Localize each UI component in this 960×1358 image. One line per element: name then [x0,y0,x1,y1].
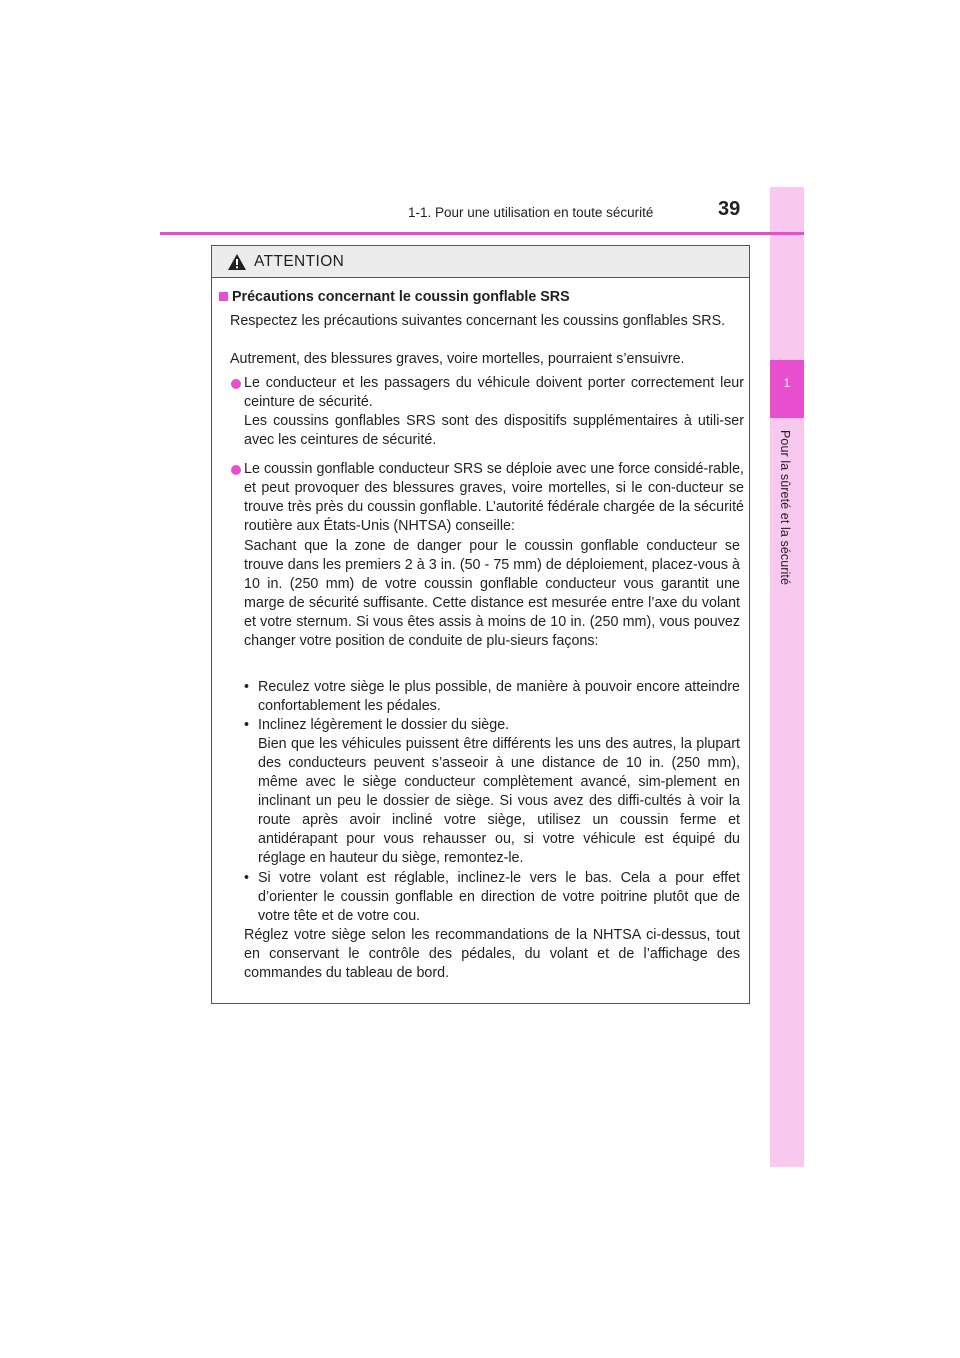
section-title: Précautions concernant le coussin gonflable SRS [232,289,570,305]
point-1-text-2: Les coussins gonflables SRS sont des dispositifs supplémentaires à utili-ser avec les ceintures de sécurité. [244,413,744,448]
section-title-row [219,288,739,307]
warning-triangle-icon [228,254,246,270]
bullet-1: Reculez votre siège le plus possible, de manière à pouvoir encore atteindre confortablement les pédales. [258,679,740,714]
bullet-dot: • [244,679,250,695]
header-rule [160,232,804,235]
section-header: 1-1. Pour une utilisation en toute sécurité [408,205,654,220]
chapter-label: Pour la sûreté et la sécurité [778,430,792,586]
circle-bullet-icon [231,465,241,475]
point-1-text: Le conducteur et les passagers du véhicule doivent porter correctement leur ceinture de sécurité. [244,375,744,410]
intro-text-2: Autrement, des blessures graves, voire mortelles, pourraient s’ensuivre. [230,351,685,367]
chapter-number: 1 [783,376,791,390]
closing-text: Réglez votre siège selon les recommandations de la NHTSA ci-dessus, tout en conservant le contrôle des pédales, du volant et de l’affichage des commandes du tableau de bord. [244,927,740,981]
bullet-2-detail: Bien que les véhicules puissent être différents les uns des autres, la plupart des conducteurs peuvent s’asseoir à une distance de 10 in. (250 mm), même avec le siège conducteur complètement avancé, sim-plement en inclinant un peu le dossier de siège. Si vous avez des diffi-cultés à voir la route après avoir incliné votre siège, utilisez un coussin ferme et antidérapant pour vous rehausser ou, si votre véhicule est équipé du réglage en hauteur du siège, remontez-le. [258,736,740,866]
square-bullet-icon [219,292,228,301]
bullet-dot: • [244,870,250,886]
nhtsa-quote: Sachant que la zone de danger pour le coussin gonflable conducteur se trouve dans les premiers 2 à 3 in. (50 - 75 mm) de déploiement, placez-vous à 10 in. (250 mm) de votre coussin gonflable conducteur vous garantit une marge de sécurité suffisante. Cette distance est mesurée entre l’axe du volant et votre sternum. Si vous êtes assis à moins de 10 in. (250 mm), vous pouvez changer votre position de conduite de plu-sieurs façons: [244,538,740,649]
circle-bullet-icon [231,379,241,389]
intro-text: Respectez les précautions suivantes concernant les coussins gonflables SRS. [230,313,726,329]
bullet-2: Inclinez légèrement le dossier du siège. [258,717,510,733]
bullet-dot: • [244,717,250,733]
page-number: 39 [718,198,741,220]
point-2-text: Le coussin gonflable conducteur SRS se déploie avec une force considé-rable, et peut provoquer des blessures graves, voire mortelles, si le con-ducteur se trouve très près du coussin gonflable. L’autorité fédérale chargée de la sécurité routière aux États-Unis (NHTSA) conseille: [244,461,744,534]
warning-label: ATTENTION [254,253,345,270]
bullet-3: Si votre volant est réglable, inclinez-le vers le bas. Cela a pour effet d’orienter le coussin gonflable en direction de votre poitrine plutôt que de votre tête et de votre cou. [258,870,740,924]
side-tab [770,187,804,1167]
warning-box [211,245,750,1004]
warning-header [212,246,749,278]
